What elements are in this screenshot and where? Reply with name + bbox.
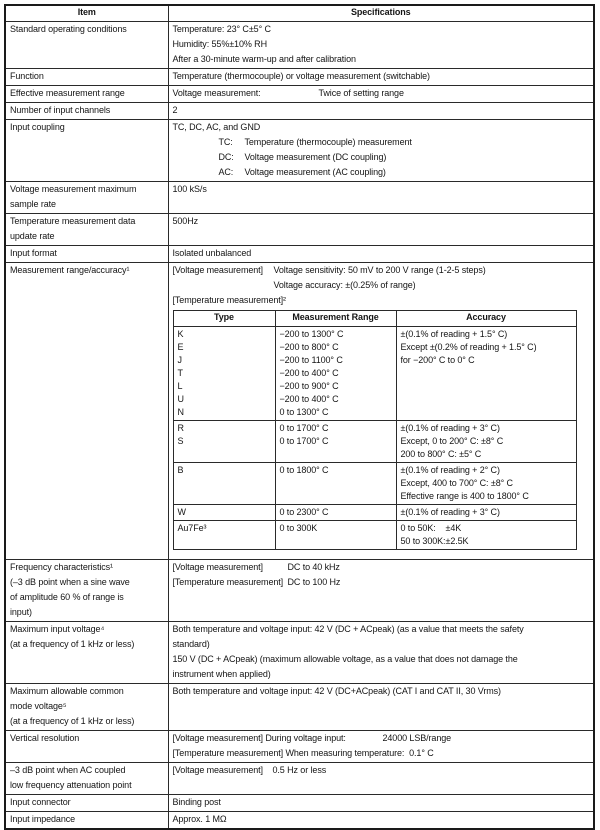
- text-segment: Voltage accuracy: ±(0.25% of range): [273, 280, 416, 290]
- accuracy-cell: [396, 521, 576, 550]
- item-line: low frequency attenuation point: [10, 780, 132, 790]
- text-line: E: [177, 342, 184, 352]
- spec-line: Binding post: [172, 797, 221, 807]
- spec-cell: [168, 214, 594, 246]
- range-cell: [275, 505, 396, 521]
- text-line: ±(0.1% of reading + 1.5° C): [400, 329, 508, 339]
- thermocouple-group-row: [173, 521, 576, 550]
- item-cell: [5, 103, 168, 120]
- spec-line: [173, 731, 590, 746]
- item-cell: [5, 263, 168, 560]
- table-row: [5, 182, 594, 214]
- inner-column-header: Accuracy: [396, 311, 576, 327]
- text-line: [401, 535, 572, 548]
- thermocouple-group-row: [173, 327, 576, 421]
- header-row: [5, 5, 594, 22]
- spec-line: [173, 560, 590, 575]
- item-cell: [5, 622, 168, 684]
- text-line: Except ±(0.2% of reading + 1.5° C): [400, 342, 537, 352]
- text-segment: DC:: [218, 152, 234, 162]
- spec-cell: [168, 69, 594, 86]
- column-header-specifications: Specifications: [168, 5, 594, 22]
- text-line: R: [177, 423, 184, 433]
- item-line: update rate: [10, 231, 55, 241]
- text-line: ±(0.1% of reading + 3° C): [400, 423, 500, 433]
- text-line: ±(0.1% of reading + 3° C): [400, 507, 500, 517]
- spec-line: [173, 135, 590, 150]
- text-segment: 24000 LSB/range: [382, 733, 452, 743]
- text-segment: 50 to 300K:: [400, 536, 446, 546]
- spec-line: Temperature (thermocouple) or voltage measurement (switchable): [172, 71, 430, 81]
- type-cell: [173, 463, 275, 505]
- text-line: L: [177, 381, 183, 391]
- table-row: [5, 246, 594, 263]
- table-row: [5, 120, 594, 182]
- range-cell: [275, 327, 396, 421]
- spec-cell: [168, 103, 594, 120]
- text-line: −200 to 400° C: [279, 368, 339, 378]
- text-line: B: [177, 465, 184, 475]
- text-line: for −200° C to 0° C: [400, 355, 475, 365]
- spec-line: [173, 165, 590, 180]
- text-line: U: [177, 394, 184, 404]
- text-line: 200 to 800° C: ±5° C: [400, 449, 482, 459]
- spec-line: Approx. 1 MΩ: [172, 814, 227, 824]
- spec-cell: [168, 684, 594, 731]
- text-segment: [Voltage measurement]: [172, 562, 263, 572]
- item-line: sample rate: [10, 199, 56, 209]
- spec-cell: [168, 731, 594, 763]
- text-line: −200 to 400° C: [279, 394, 339, 404]
- spec-cell: [168, 795, 594, 812]
- item-line: Input format: [10, 248, 57, 258]
- item-line: Input impedance: [10, 814, 76, 824]
- item-cell: [5, 120, 168, 182]
- thermocouple-group-row: [173, 463, 576, 505]
- item-cell: [5, 182, 168, 214]
- text-segment: Voltage measurement (AC coupling): [244, 167, 386, 177]
- spec-line: [173, 86, 590, 101]
- spec-cell: [168, 86, 594, 103]
- text-segment: DC to 40 kHz: [287, 562, 340, 572]
- item-line: –3 dB point when AC coupled: [10, 765, 126, 775]
- text-line: ±(0.1% of reading + 2° C): [400, 465, 500, 475]
- spec-line: [Temperature measurement]²: [172, 295, 286, 305]
- spec-cell: [168, 622, 594, 684]
- text-segment: AC:: [218, 167, 234, 177]
- item-line: Temperature measurement data: [10, 216, 136, 226]
- text-segment: TC:: [218, 137, 233, 147]
- text-segment: DC to 100 Hz: [287, 577, 341, 587]
- spec-line: standard): [172, 639, 210, 649]
- spec-line: 100 kS/s: [172, 184, 207, 194]
- spec-cell: [168, 182, 594, 214]
- text-line: N: [177, 407, 184, 417]
- spec-line: [Temperature measurement] When measuring temperature: 0.1° C: [172, 748, 434, 758]
- text-segment: [Voltage measurement]: [172, 765, 263, 775]
- item-line: input): [10, 607, 32, 617]
- text-line: T: [177, 368, 183, 378]
- text-line: Except, 400 to 700° C: ±8° C: [400, 478, 513, 488]
- spec-line: Temperature: 23° C±5° C: [172, 24, 271, 34]
- table-row: [5, 103, 594, 120]
- spec-line: [173, 763, 590, 778]
- item-cell: [5, 795, 168, 812]
- item-line: Number of input channels: [10, 105, 111, 115]
- item-line: Maximum input voltage⁴: [10, 624, 105, 634]
- inner-column-header: Type: [173, 311, 275, 327]
- spec-table-body: [5, 22, 594, 830]
- text-segment: Temperature (thermocouple) measurement: [244, 137, 412, 147]
- item-line: (at a frequency of 1 kHz or less): [10, 716, 135, 726]
- spec-line: Both temperature and voltage input: 42 V (DC + ACpeak) (as a value that meets the safety: [172, 624, 524, 634]
- text-segment: ±4K: [445, 523, 462, 533]
- text-line: −200 to 1100° C: [279, 355, 343, 365]
- text-segment: Voltage measurement (DC coupling): [244, 152, 387, 162]
- inner-header-row: [173, 311, 576, 327]
- item-cell: [5, 214, 168, 246]
- table-row: [5, 731, 594, 763]
- spec-cell: [168, 812, 594, 830]
- item-line: Voltage measurement maximum: [10, 184, 137, 194]
- spec-cell: [168, 246, 594, 263]
- table-row: [5, 763, 594, 795]
- type-cell: [173, 327, 275, 421]
- item-line: Vertical resolution: [10, 733, 80, 743]
- item-line: Effective measurement range: [10, 88, 125, 98]
- accuracy-cell: [396, 463, 576, 505]
- type-cell: [173, 505, 275, 521]
- item-line: Input coupling: [10, 122, 65, 132]
- text-segment: 0.5 Hz or less: [272, 765, 327, 775]
- table-row: [5, 622, 594, 684]
- spec-line: [173, 150, 590, 165]
- item-line: Standard operating conditions: [10, 24, 127, 34]
- column-header-item: Item: [5, 5, 168, 22]
- spec-line: TC, DC, AC, and GND: [172, 122, 261, 132]
- text-line: 0 to 300K: [279, 523, 318, 533]
- spec-line: Both temperature and voltage input: 42 V (DC+ACpeak) (CAT I and CAT II, 30 Vrms): [172, 686, 501, 696]
- table-row: [5, 684, 594, 731]
- table-row: [5, 795, 594, 812]
- text-line: W: [177, 507, 186, 517]
- item-cell: [5, 69, 168, 86]
- spec-line: 500Hz: [172, 216, 199, 226]
- table-row: [5, 812, 594, 830]
- item-line: Frequency characteristics¹: [10, 562, 113, 572]
- text-line: 0 to 1700° C: [279, 423, 329, 433]
- thermocouple-group-row: [173, 421, 576, 463]
- text-segment: Voltage measurement:: [172, 88, 261, 98]
- text-segment: 0 to 50K:: [400, 523, 436, 533]
- text-line: 0 to 1700° C: [279, 436, 329, 446]
- range-cell: [275, 463, 396, 505]
- item-cell: [5, 731, 168, 763]
- item-line: Function: [10, 71, 44, 81]
- table-row: [5, 560, 594, 622]
- range-cell: [275, 421, 396, 463]
- type-cell: [173, 521, 275, 550]
- spec-line: Humidity: 55%±10% RH: [172, 39, 267, 49]
- text-segment: [Temperature measurement]: [172, 577, 284, 587]
- spec-cell: [168, 120, 594, 182]
- item-line: of amplitude 60 % of range is: [10, 592, 124, 602]
- spec-cell: [168, 560, 594, 622]
- text-segment: [Voltage measurement]: [172, 265, 263, 275]
- spec-line: [173, 575, 590, 590]
- item-cell: [5, 812, 168, 830]
- text-segment: Twice of setting range: [318, 88, 404, 98]
- spec-cell: [168, 763, 594, 795]
- text-line: −200 to 800° C: [279, 342, 339, 352]
- table-row: [5, 263, 594, 560]
- table-row: [5, 69, 594, 86]
- spec-cell: [168, 22, 594, 69]
- text-line: Effective range is 400 to 1800° C: [400, 491, 529, 501]
- item-cell: [5, 86, 168, 103]
- type-cell: [173, 421, 275, 463]
- text-line: 0 to 2300° C: [279, 507, 329, 517]
- text-line: K: [177, 329, 184, 339]
- spec-line: Isolated unbalanced: [172, 248, 252, 258]
- spec-cell: [168, 263, 594, 560]
- text-line: 0 to 1800° C: [279, 465, 329, 475]
- text-line: J: [177, 355, 182, 365]
- text-segment: [Voltage measurement] During voltage input:: [172, 733, 346, 743]
- item-cell: [5, 560, 168, 622]
- item-cell: [5, 684, 168, 731]
- text-line: S: [177, 436, 184, 446]
- item-line: Measurement range/accuracy¹: [10, 265, 130, 275]
- spec-table: [4, 4, 595, 830]
- item-cell: [5, 246, 168, 263]
- text-line: Au7Fe³: [177, 523, 207, 533]
- spec-line: 150 V (DC + ACpeak) (maximum allowable voltage, as a value that does not damage the: [172, 654, 518, 664]
- item-line: (at a frequency of 1 kHz or less): [10, 639, 135, 649]
- text-segment: Voltage sensitivity: 50 mV to 200 V range (1-2-5 steps): [273, 265, 486, 275]
- accuracy-cell: [396, 327, 576, 421]
- spec-line: [173, 263, 590, 278]
- accuracy-cell: [396, 421, 576, 463]
- text-line: Except, 0 to 200° C: ±8° C: [400, 436, 504, 446]
- item-cell: [5, 763, 168, 795]
- text-line: [401, 522, 572, 535]
- item-line: Maximum allowable common: [10, 686, 124, 696]
- spec-line: instrument when applied): [172, 669, 271, 679]
- spec-line: 2: [172, 105, 178, 115]
- table-row: [5, 86, 594, 103]
- text-line: −200 to 1300° C: [279, 329, 344, 339]
- item-cell: [5, 22, 168, 69]
- table-row: [5, 214, 594, 246]
- item-line: mode voltage⁵: [10, 701, 67, 711]
- spec-line: [173, 278, 590, 293]
- spec-line: After a 30-minute warm-up and after calibration: [172, 54, 356, 64]
- thermocouple-group-row: [173, 505, 576, 521]
- temperature-accuracy-table: [173, 310, 577, 550]
- range-cell: [275, 521, 396, 550]
- accuracy-cell: [396, 505, 576, 521]
- table-row: [5, 22, 594, 69]
- text-line: 0 to 1300° C: [279, 407, 329, 417]
- item-line: (–3 dB point when a sine wave: [10, 577, 130, 587]
- text-line: −200 to 900° C: [279, 381, 339, 391]
- text-segment: ±2.5K: [445, 536, 469, 546]
- inner-column-header: Measurement Range: [275, 311, 396, 327]
- item-line: Input connector: [10, 797, 71, 807]
